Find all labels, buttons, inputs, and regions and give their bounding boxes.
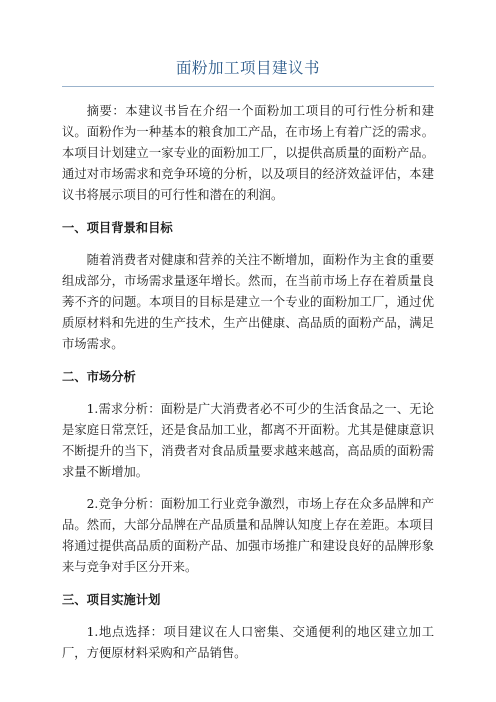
- market-demand-paragraph: 1.需求分析：面粉是广大消费者必不可少的生活食品之一、无论是家庭日常烹饪，还是食品加工业，都离不开面粉。尤其是健康意识不断提升的当下，消费者对食品质量要求越来越高，高品质的面粉需求量不断增加。: [62, 402, 434, 479]
- paragraph-gap: [62, 483, 434, 494]
- title-divider: [62, 86, 434, 87]
- section-heading-plan: 三、项目实施计划: [62, 593, 161, 607]
- section-background-paragraph: 随着消费者对健康和营养的关注不断增加，面粉作为主食的重要组成部分，市场需求量逐年增长。然而，在当前市场上存在着质量良莠不齐的问题。本项目的目标是建立一个专业的面粉加工厂，通过优质原材料和先进的生产技术，生产出健康、高品质的面粉产品，满足市场需求。: [62, 253, 434, 351]
- plan-location-paragraph: 1.地点选择：项目建议在人口密集、交通便利的地区建立加工厂，方便原材料采购和产品销售。: [62, 625, 434, 660]
- market-competition-paragraph: 2.竞争分析：面粉加工行业竞争激烈，市场上存在众多品牌和产品。然而，大部分品牌在产品质量和品牌认知度上存在差距。本项目将通过提供高品质的面粉产品、加强市场推广和建设良好的品牌形象来与竞争对手区分开来。: [62, 497, 434, 574]
- section-heading-market: 二、市场分析: [62, 370, 136, 384]
- section-heading-background: 一、项目背景和目标: [62, 221, 173, 235]
- document-title: 面粉加工项目建议书: [175, 59, 320, 77]
- abstract-paragraph: 摘要：本建议书旨在介绍一个面粉加工项目的可行性分析和建议。面粉作为一种基本的粮食加工产品，在市场上有着广泛的需求。本项目计划建立一家专业的面粉加工厂，以提供高质量的面粉产品。通过对市场需求和竞争环境的分析，以及项目的经济效益评估，本建议书将展示项目的可行性和潜在的利润。: [62, 104, 434, 202]
